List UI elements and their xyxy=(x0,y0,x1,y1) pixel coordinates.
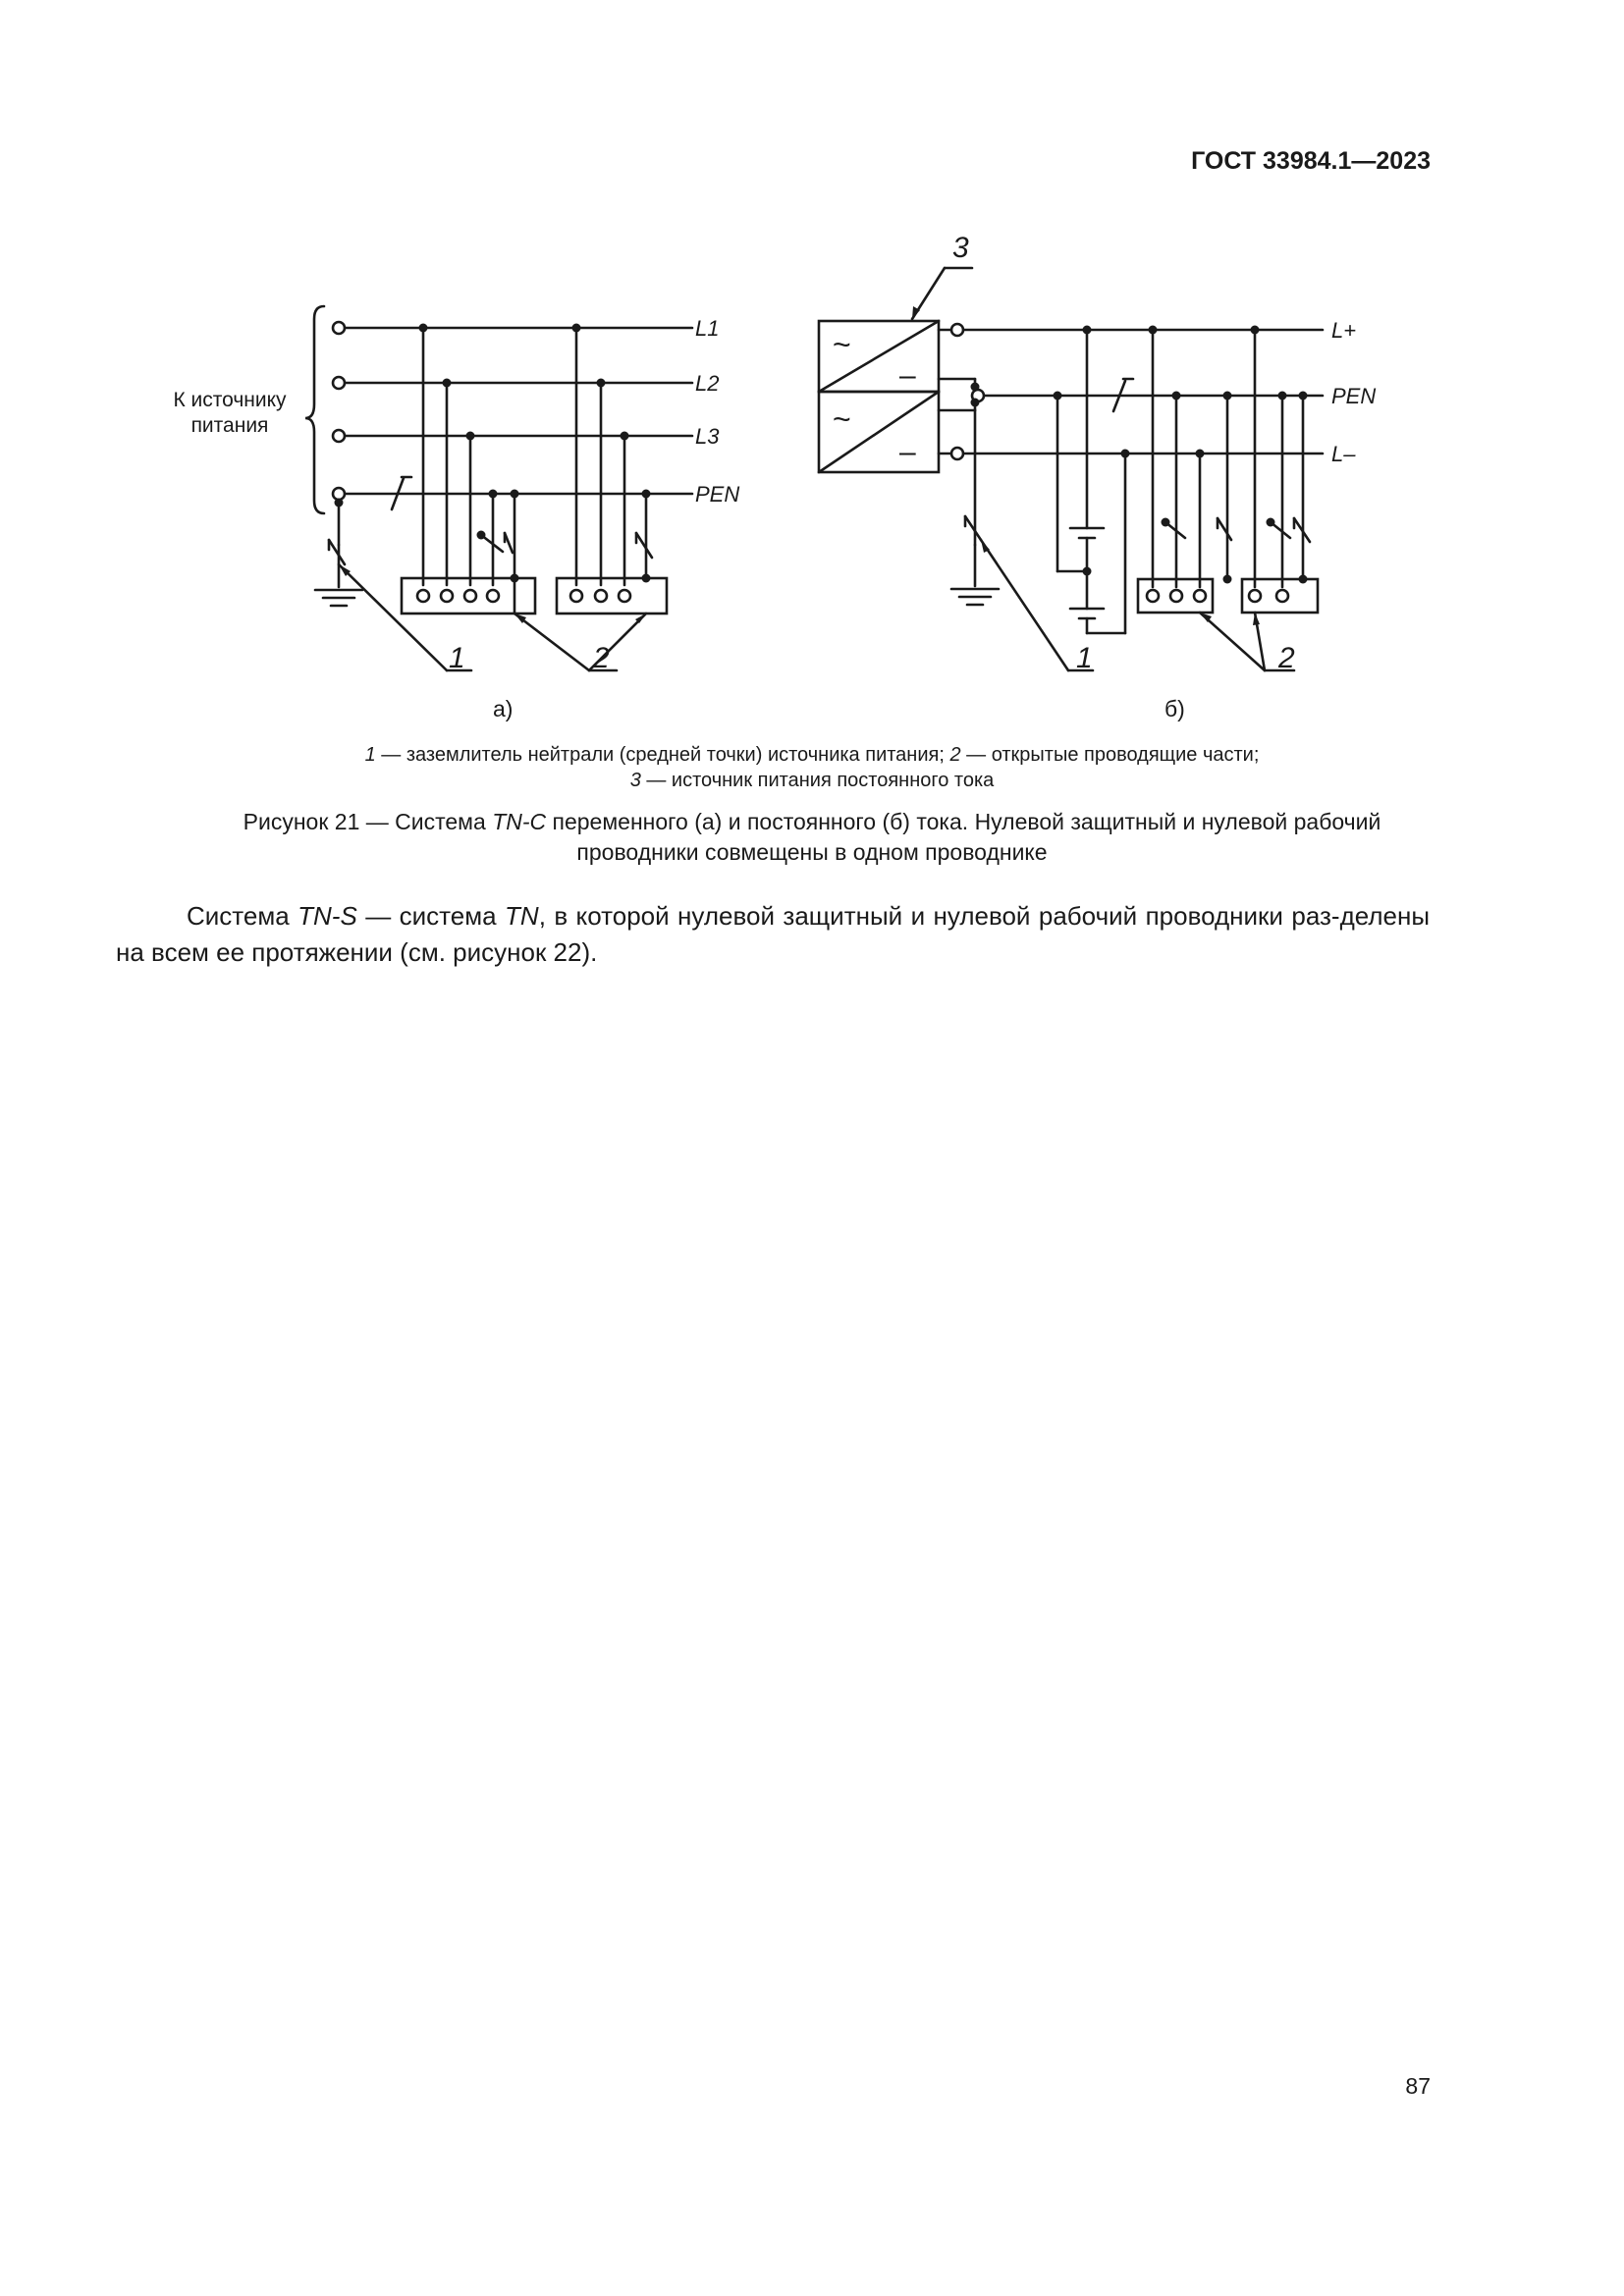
caption-line-2: проводники совмещены в одном проводнике xyxy=(576,839,1048,865)
legend-line-1 xyxy=(0,742,1624,768)
callout-a-1: 1 xyxy=(449,642,465,674)
callout-b-2: 2 xyxy=(1278,642,1295,674)
dc-tilde-bottom: ~ xyxy=(833,401,851,437)
legend-n2: 2 xyxy=(949,744,961,766)
figure-21-diagram xyxy=(0,0,1624,746)
caption-line-1 xyxy=(0,807,1624,837)
terminal-l2 xyxy=(333,377,345,389)
figure-legend xyxy=(0,742,1624,793)
dc-dash-top: – xyxy=(899,359,916,392)
legend-t1: — заземлитель нейтрали (средней точки) источника питания; xyxy=(375,744,950,766)
terminal-l3 xyxy=(333,430,345,442)
sublabel-b: б) xyxy=(1164,696,1185,721)
conductor-label-pen-b: PEN xyxy=(1331,384,1377,408)
caption-part-2: переменного (а) и постоянного (б) тока. Нулевой защитный и нулевой рабочий xyxy=(546,809,1381,834)
dc-dash-bottom: – xyxy=(899,436,916,468)
body-term-tn: TN xyxy=(505,901,539,931)
body-part-1: Система xyxy=(187,901,298,931)
callout-b-3: 3 xyxy=(952,232,969,264)
legend-t3: — источник питания постоянного тока xyxy=(640,770,995,791)
body-part-3: , в которой нулевой защитный и нулевой рабочий проводники раз-делены на всем ее протяжении (см. рисунок 22). xyxy=(116,901,1431,967)
source-label-line2: питания xyxy=(190,414,269,437)
conductor-label-lplus: L+ xyxy=(1331,318,1357,343)
source-label-line1: К источнику xyxy=(173,389,287,411)
callout-a-2: 2 xyxy=(593,642,610,674)
source-brace xyxy=(305,306,324,513)
legend-line-2 xyxy=(0,768,1624,793)
legend-t2: — открытые проводящие части; xyxy=(960,744,1260,766)
caption-part-1: Рисунок 21 — Система xyxy=(243,809,493,834)
terminal-l1 xyxy=(333,322,345,334)
body-paragraph xyxy=(116,898,1430,971)
body-term-tns: TN-S xyxy=(298,901,357,931)
conductor-label-pen: PEN xyxy=(695,482,740,507)
caption-system-name: TN-C xyxy=(492,809,547,834)
conductor-label-l1: L1 xyxy=(695,316,720,341)
page-number: 87 xyxy=(1405,2073,1431,2099)
callout-b-1: 1 xyxy=(1076,642,1093,674)
body-part-2: — система xyxy=(356,901,506,931)
legend-n3: 3 xyxy=(629,770,641,791)
conductor-label-l3: L3 xyxy=(695,424,720,449)
conductor-label-lminus: L– xyxy=(1331,442,1356,466)
figure-caption xyxy=(0,807,1624,868)
dc-tilde-top: ~ xyxy=(833,327,851,362)
terminal-pen xyxy=(333,488,345,500)
document-header: ГОСТ 33984.1—2023 xyxy=(1191,147,1431,175)
conductor-label-l2: L2 xyxy=(695,371,720,396)
legend-n1: 1 xyxy=(364,744,376,766)
terminal-lminus xyxy=(951,448,963,459)
sublabel-a: а) xyxy=(493,696,514,721)
terminal-lplus xyxy=(951,324,963,336)
